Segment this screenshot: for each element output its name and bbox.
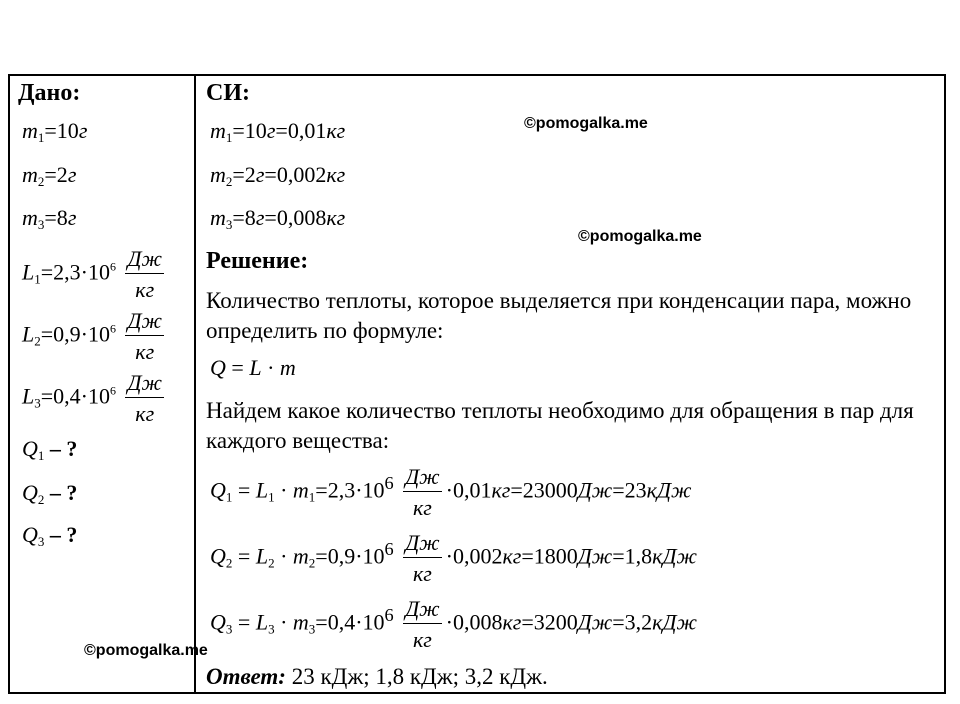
given-m1: $m_1=10г$ (22, 118, 88, 145)
given-m3: $m_3=8г$ (22, 205, 77, 232)
heat-formula: Q = L · m (210, 355, 296, 380)
fraction: $\frac{Дж}{кг}$ (127, 308, 162, 364)
si-title: СИ: (206, 80, 250, 106)
given-L2: $L_2=0,9\cdot 10^6$ $\frac{Дж}{кг}$ (22, 308, 162, 364)
given-L1: $L_1=2,3\cdot 10^6$ $\frac{Дж}{кг}$ (22, 246, 162, 302)
watermark: ©pomogalka.me (524, 115, 648, 132)
fraction: $\frac{Дж}{кг}$ (405, 464, 440, 520)
answer: Ответ: 23 кДж; 1,8 кДж; 3,2 кДж. (206, 664, 548, 689)
equation-q2: $Q_2 = L_2 \cdot m_2=0,9\cdot 10^6$ $\frac{Дж}{кг}$ ·0,002кг=1800Дж=1,8кДж (210, 530, 697, 586)
given-Q3: $Q_3$ – ? (22, 522, 78, 549)
si-m1: $m_1=10г=0,01кг$ (210, 118, 346, 145)
solution-intro: Количество теплоты, которое выделяется при конденсации пара, можно определить по формуле: (206, 288, 912, 343)
watermark: ©pomogalka.me (578, 228, 702, 245)
fraction: $\frac{Дж}{кг}$ (127, 370, 162, 426)
fraction: $\frac{Дж}{кг}$ (405, 596, 440, 652)
watermark: ©pomogalka.me (84, 642, 208, 659)
fraction: $\frac{Дж}{кг}$ (127, 246, 162, 302)
equation-q1: $Q_1 = L_1 \cdot m_1=2,3\cdot 10^6$ $\frac{Дж}{кг}$ ·0,01кг=23000Дж=23кДж (210, 464, 692, 520)
si-m3: $m_3=8г=0,008кг$ (210, 205, 346, 232)
solution-title: Решение: (206, 248, 309, 274)
given-m2: $m_2=2г$ (22, 162, 77, 189)
column-divider (194, 74, 196, 694)
equation-q3: $Q_3 = L_3 \cdot m_3=0,4\cdot 10^6$ $\frac{Дж}{кг}$ ·0,008кг=3200Дж=3,2кДж (210, 596, 697, 652)
si-m2: $m_2=2г=0,002кг$ (210, 162, 346, 189)
given-Q2: $Q_2$ – ? (22, 480, 78, 507)
solution-text2: Найдем какое количество теплоты необходимо для обращения в пар для каждого вещества: (206, 398, 914, 453)
given-title: Дано: (18, 80, 81, 106)
fraction: $\frac{Дж}{кг}$ (405, 530, 440, 586)
given-Q1: $Q_1$ – ? (22, 436, 78, 463)
given-L3: $L_3=0,4\cdot 10^6$ $\frac{Дж}{кг}$ (22, 370, 162, 426)
